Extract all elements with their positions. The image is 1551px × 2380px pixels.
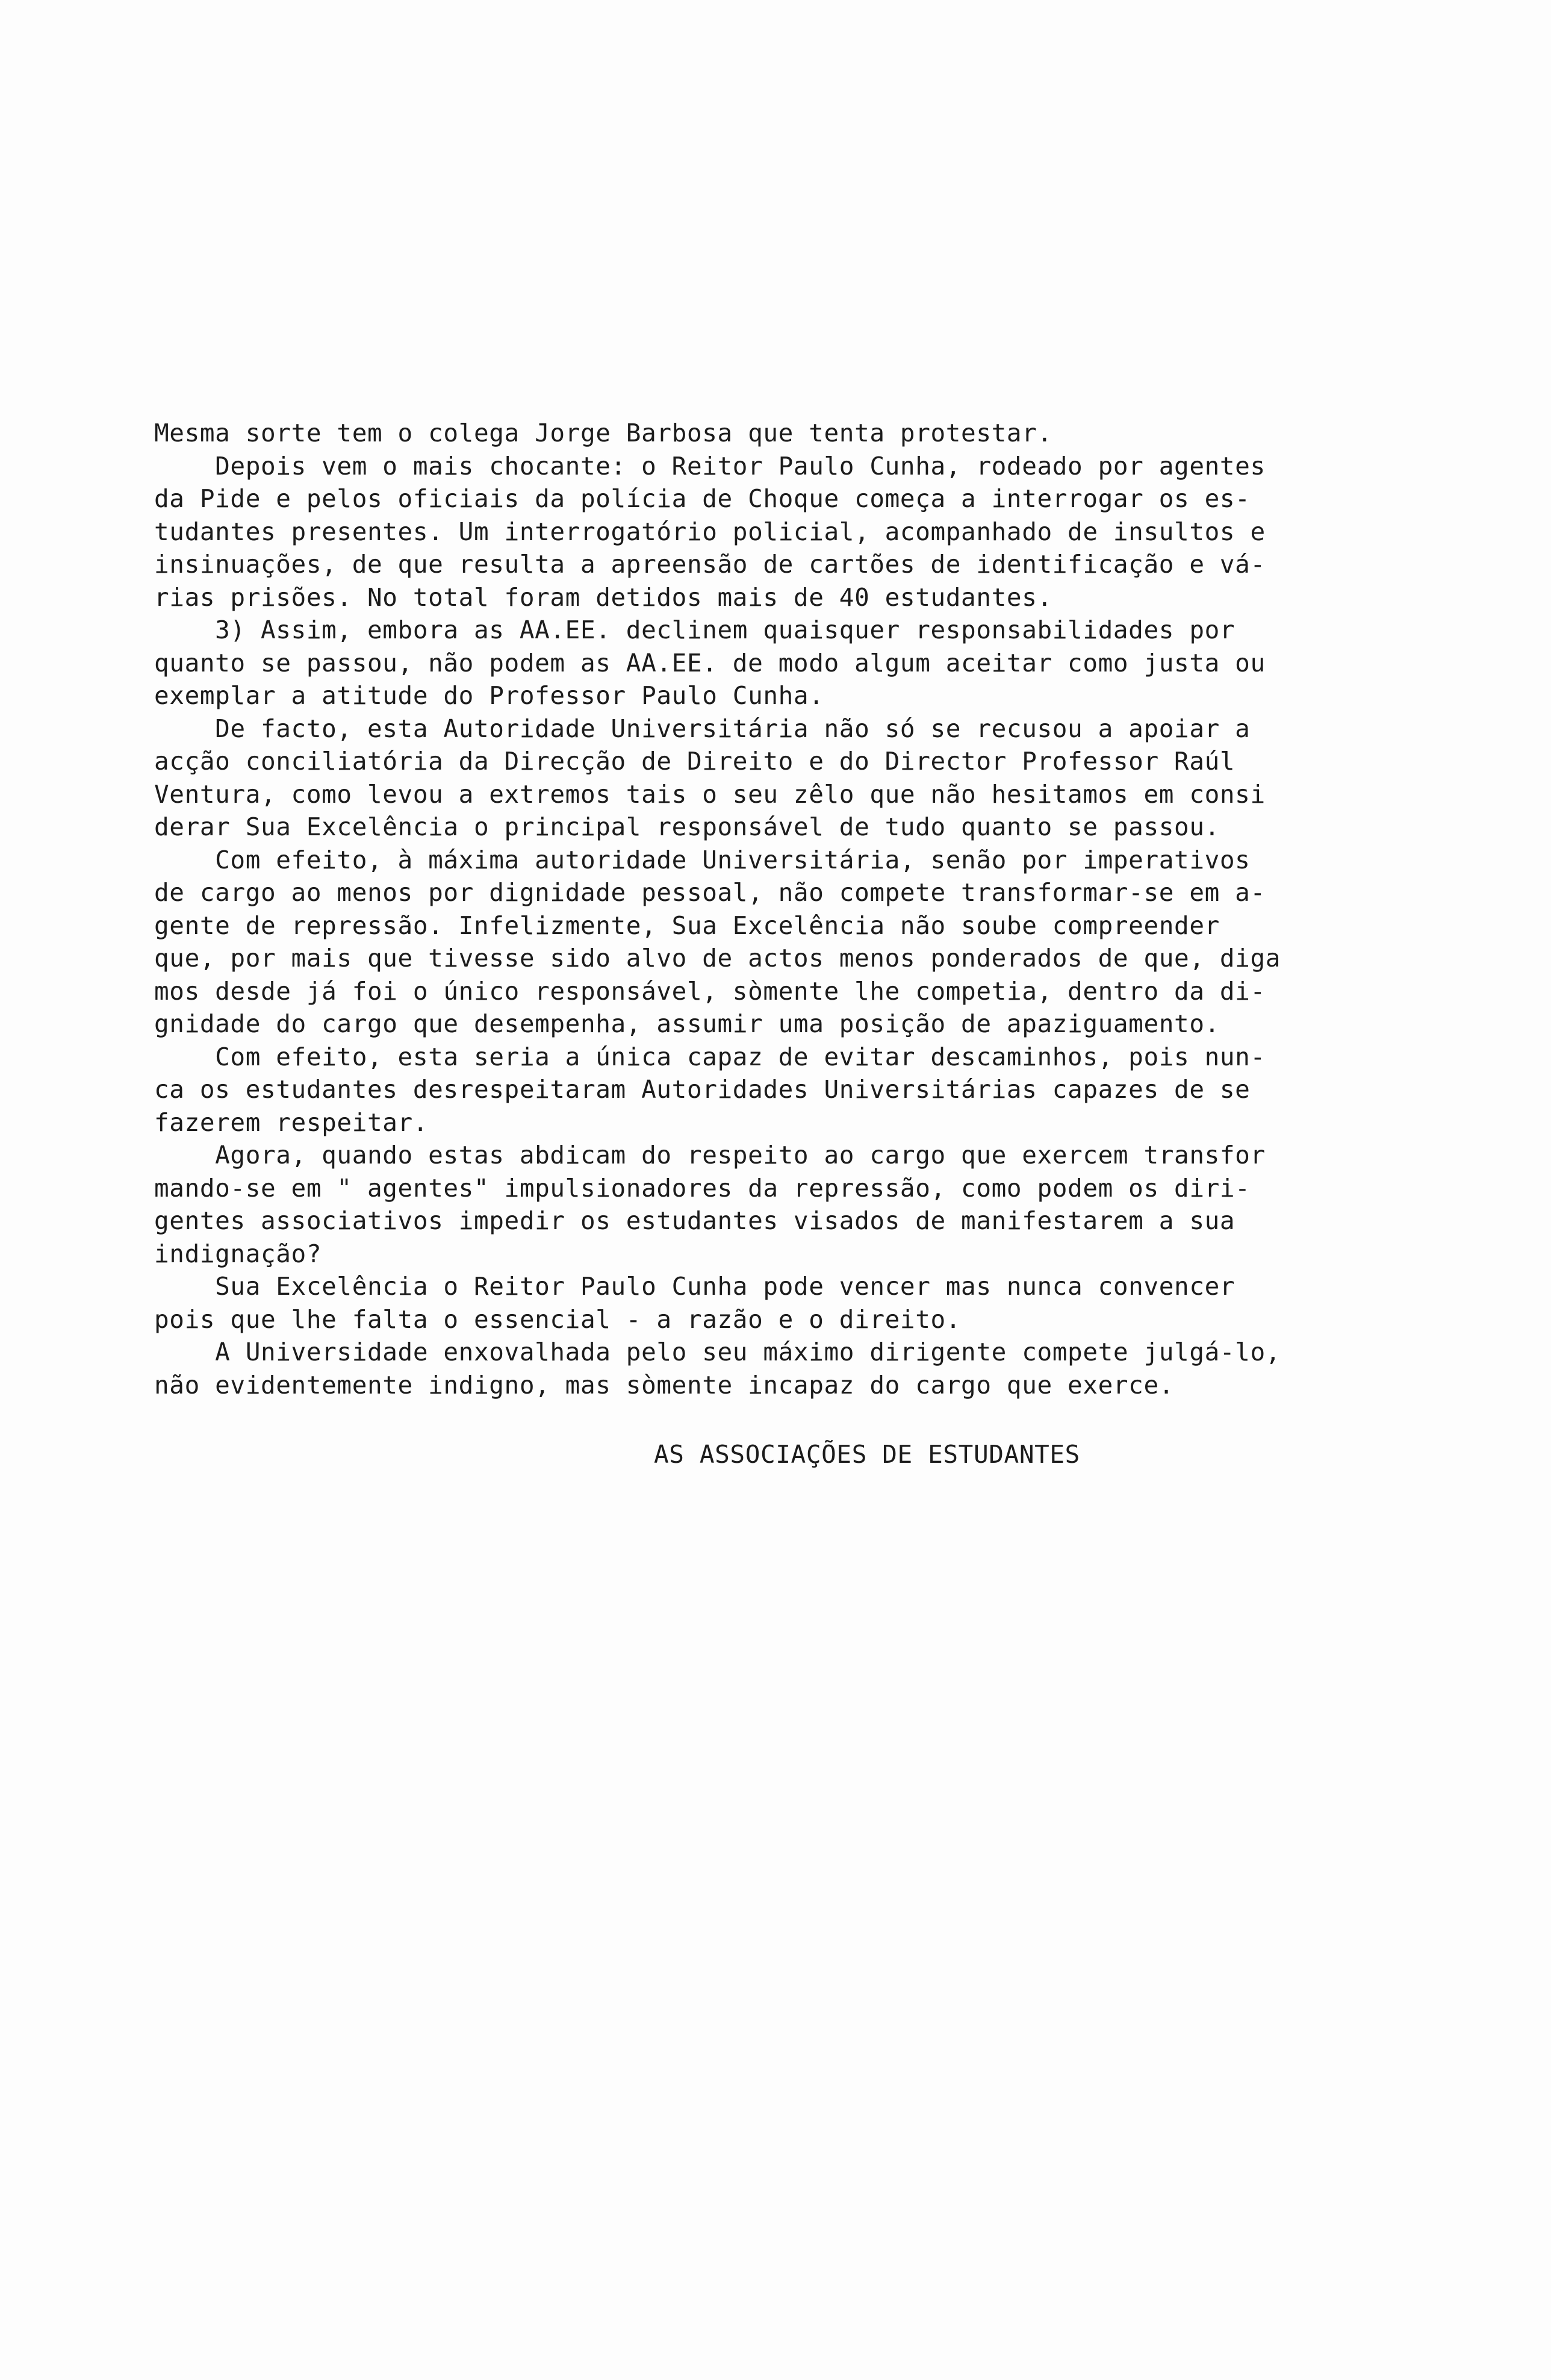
signature: AS ASSOCIAÇÕES DE ESTUDANTES (654, 1440, 1080, 1469)
text-line: A Universidade enxovalhada pelo seu máximo dirigente compete julgá-lo, (154, 1338, 1281, 1366)
text-line: não evidentemente indigno, mas sòmente incapaz do cargo que exerce. (154, 1370, 1175, 1400)
text-line: Sua Excelência o Reitor Paulo Cunha pode vencer mas nunca convencer (154, 1272, 1236, 1301)
text-line: 3) Assim, embora as AA.EE. declinem quaisquer responsabilidades por (154, 615, 1236, 644)
text-line: fazerem respeitar. (154, 1107, 429, 1137)
text-line: acção conciliatória da Direcção de Direito e do Director Professor Raúl (154, 747, 1236, 776)
text-line: Agora, quando estas abdicam do respeito ao cargo que exercem transfor (154, 1141, 1266, 1170)
text-line: ca os estudantes desrespeitaram Autoridades Universitárias capazes de se (154, 1075, 1251, 1104)
text-line: tudantes presentes. Um interrogatório policial, acompanhado de insultos e (154, 517, 1266, 546)
text-line: indignação? (154, 1239, 322, 1268)
text-line: Mesma sorte tem o colega Jorge Barbosa que tenta protestar. (154, 419, 1052, 447)
text-line: exemplar a atitude do Professor Paulo Cunha. (154, 681, 824, 710)
text-line: que, por mais que tivesse sido alvo de actos menos ponderados de que, diga (154, 944, 1281, 973)
text-line: Ventura, como levou a extremos tais o seu zêlo que não hesitamos em consi (154, 779, 1266, 809)
text-line: De facto, esta Autoridade Universitária não só se recusou a apoiar a (154, 714, 1251, 743)
text-line: gente de repressão. Infelizmente, Sua Excelência não soube compreender (154, 911, 1220, 940)
text-line: gentes associativos impedir os estudantes visados de manifestarem a sua (154, 1206, 1236, 1235)
body-text (154, 417, 1479, 1401)
text-line: insinuações, de que resulta a apreensão de cartões de identificação e vá- (154, 550, 1266, 579)
text-line: rias prisões. No total foram detidos mais de 40 estudantes. (154, 582, 1052, 612)
text-line: Com efeito, à máxima autoridade Universitária, senão por imperativos (154, 845, 1251, 874)
text-line: Depois vem o mais chocante: o Reitor Paulo Cunha, rodeado por agentes (154, 451, 1266, 481)
text-line: de cargo ao menos por dignidade pessoal, não compete transformar-se em a- (154, 878, 1266, 907)
text-line: mando-se em " agentes" impulsionadores da repressão, como podem os diri- (154, 1173, 1251, 1203)
text-line: gnidade do cargo que desempenha, assumir uma posição de apaziguamento. (154, 1009, 1220, 1038)
text-line: derar Sua Excelência o principal responsável de tudo quanto se passou. (154, 812, 1220, 841)
text-line: quanto se passou, não podem as AA.EE. de modo algum aceitar como justa ou (154, 648, 1266, 678)
text-line: mos desde já foi o único responsável, sòmente lhe competia, dentro da di- (154, 976, 1266, 1006)
text-line: da Pide e pelos oficiais da polícia de Choque começa a interrogar os es- (154, 484, 1251, 513)
text-line: pois que lhe falta o essencial - a razão e o direito. (154, 1304, 962, 1334)
text-line: Com efeito, esta seria a única capaz de evitar descaminhos, pois nun- (154, 1042, 1266, 1071)
